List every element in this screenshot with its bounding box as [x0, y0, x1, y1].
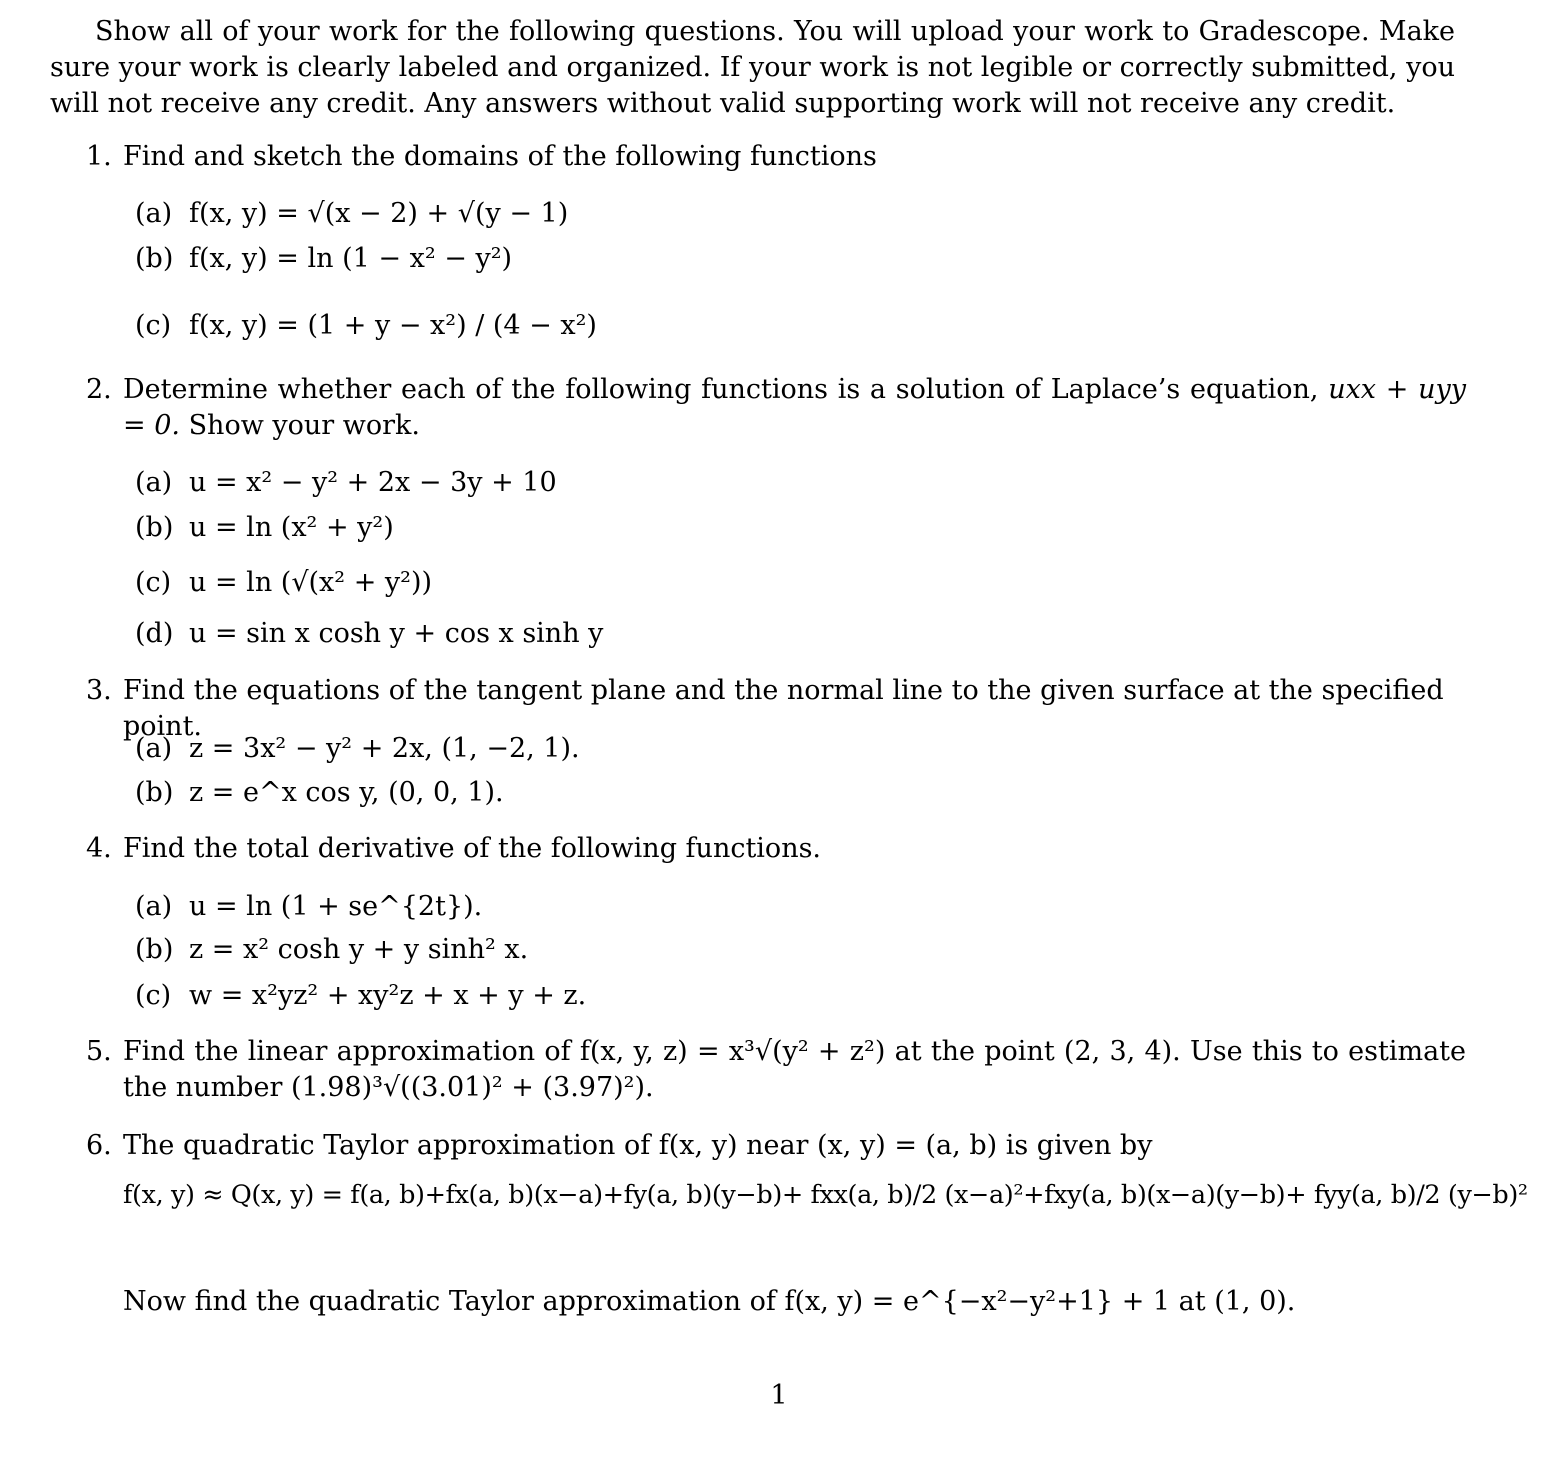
function-expression: f(x, y) = e^{−x²−y²+1} + 1 at (1, 0).	[784, 1286, 1296, 1317]
laplace-equation: uxx + uyy = 0.	[123, 374, 1466, 441]
part-item	[135, 889, 482, 925]
question-number: 1.	[86, 141, 112, 172]
math-expression: f(x, y) = ln (1 − x² − y²)	[189, 243, 513, 274]
math-expression: u = x² − y² + 2x − 3y + 10	[189, 467, 557, 498]
question-number: 2.	[86, 374, 112, 405]
question-text	[123, 372, 1466, 444]
math-expression: u = ln (x² + y²)	[189, 512, 394, 543]
part-label: (c)	[135, 310, 172, 341]
math-expression: z = 3x² − y² + 2x, (1, −2, 1).	[189, 733, 580, 764]
part-item	[135, 616, 603, 652]
page-number: 1	[770, 1380, 788, 1411]
part-label: (b)	[135, 512, 174, 543]
math-expression: u = ln (√(x² + y²))	[189, 567, 433, 598]
part-label: (b)	[135, 243, 174, 274]
part-label: (d)	[135, 618, 174, 649]
part-item	[135, 196, 568, 232]
part-item	[135, 465, 557, 501]
question-text: Find the total derivative of the following functions.	[123, 833, 822, 864]
part-item	[135, 510, 394, 546]
part-label: (c)	[135, 567, 172, 598]
instructions-paragraph: Show all of your work for the following questions. You will upload your work to Gradescope. Make sure your work is clearly labeled and organized. If your work is not legible or correctly submitted, you will not receive any credit. Any answers without valid supporting work will not receive any credit.	[50, 16, 1455, 119]
math-expression: u = sin x cosh y + cos x sinh y	[189, 618, 604, 649]
part-item	[135, 241, 512, 277]
question-text-start: Find the linear approximation of	[123, 1036, 571, 1067]
function-expression: f(x, y, z) = x³√(y² + z²)	[579, 1036, 886, 1067]
part-item	[135, 308, 597, 344]
part-item	[135, 565, 432, 601]
question-text: The quadratic Taylor approximation of f(x, y) near (x, y) = (a, b) is given by	[123, 1130, 1153, 1161]
part-item	[135, 932, 528, 968]
part-item	[135, 775, 504, 811]
question-text: Find the equations of the tangent plane and the normal line to the given surface at the specified point.	[123, 675, 1444, 742]
math-expression: z = x² cosh y + y sinh² x.	[189, 934, 529, 965]
question-2	[86, 372, 1466, 444]
part-label: (c)	[135, 980, 172, 1011]
part-label: (b)	[135, 934, 174, 965]
math-expression: u = ln (1 + se^{2t}).	[189, 891, 483, 922]
question-number: 3.	[86, 675, 112, 706]
question-6	[86, 1128, 1466, 1164]
math-expression: w = x²yz² + xy²z + x + y + z.	[189, 980, 587, 1011]
part-label: (b)	[135, 777, 174, 808]
part-label: (a)	[135, 733, 173, 764]
question-6-task	[86, 1284, 1466, 1320]
question-text	[123, 1284, 1466, 1320]
math-expression: z = e^x cos y, (0, 0, 1).	[189, 777, 504, 808]
question-4	[86, 831, 1466, 867]
question-text-start: Determine whether each of the following functions is a solution of Laplace’s equation,	[123, 374, 1319, 405]
estimate-number: (1.98)³√((3.01)² + (3.97)²).	[290, 1072, 654, 1103]
part-item	[135, 978, 586, 1014]
question-text-end: Show your work.	[188, 410, 421, 441]
question-text-middle: at the point (2, 3, 4). Use this to estimate the number	[123, 1036, 1466, 1103]
question-text: Find and sketch the domains of the following functions	[123, 141, 877, 172]
question-number: 5.	[86, 1036, 112, 1067]
question-1	[86, 139, 1466, 175]
task-text: Now find the quadratic Taylor approximation of	[123, 1286, 776, 1317]
question-text	[123, 1034, 1466, 1106]
part-label: (a)	[135, 198, 173, 229]
question-5	[86, 1034, 1466, 1106]
question-number: 4.	[86, 833, 112, 864]
part-label: (a)	[135, 891, 173, 922]
question-number: 6.	[86, 1130, 112, 1161]
math-expression: f(x, y) = (1 + y − x²) / (4 − x²)	[189, 310, 597, 341]
taylor-formula: f(x, y) ≈ Q(x, y) = f(a, b)+fx(a, b)(x−a)+fy(a, b)(y−b)+ fxx(a, b)/2 (x−a)²+fxy(a, b)(x−a)(y−b)+ fyy(a, b)/2 (y−b)²	[123, 1180, 1528, 1210]
part-item	[135, 731, 580, 767]
math-expression: f(x, y) = √(x − 2) + √(y − 1)	[189, 198, 569, 229]
part-label: (a)	[135, 467, 173, 498]
